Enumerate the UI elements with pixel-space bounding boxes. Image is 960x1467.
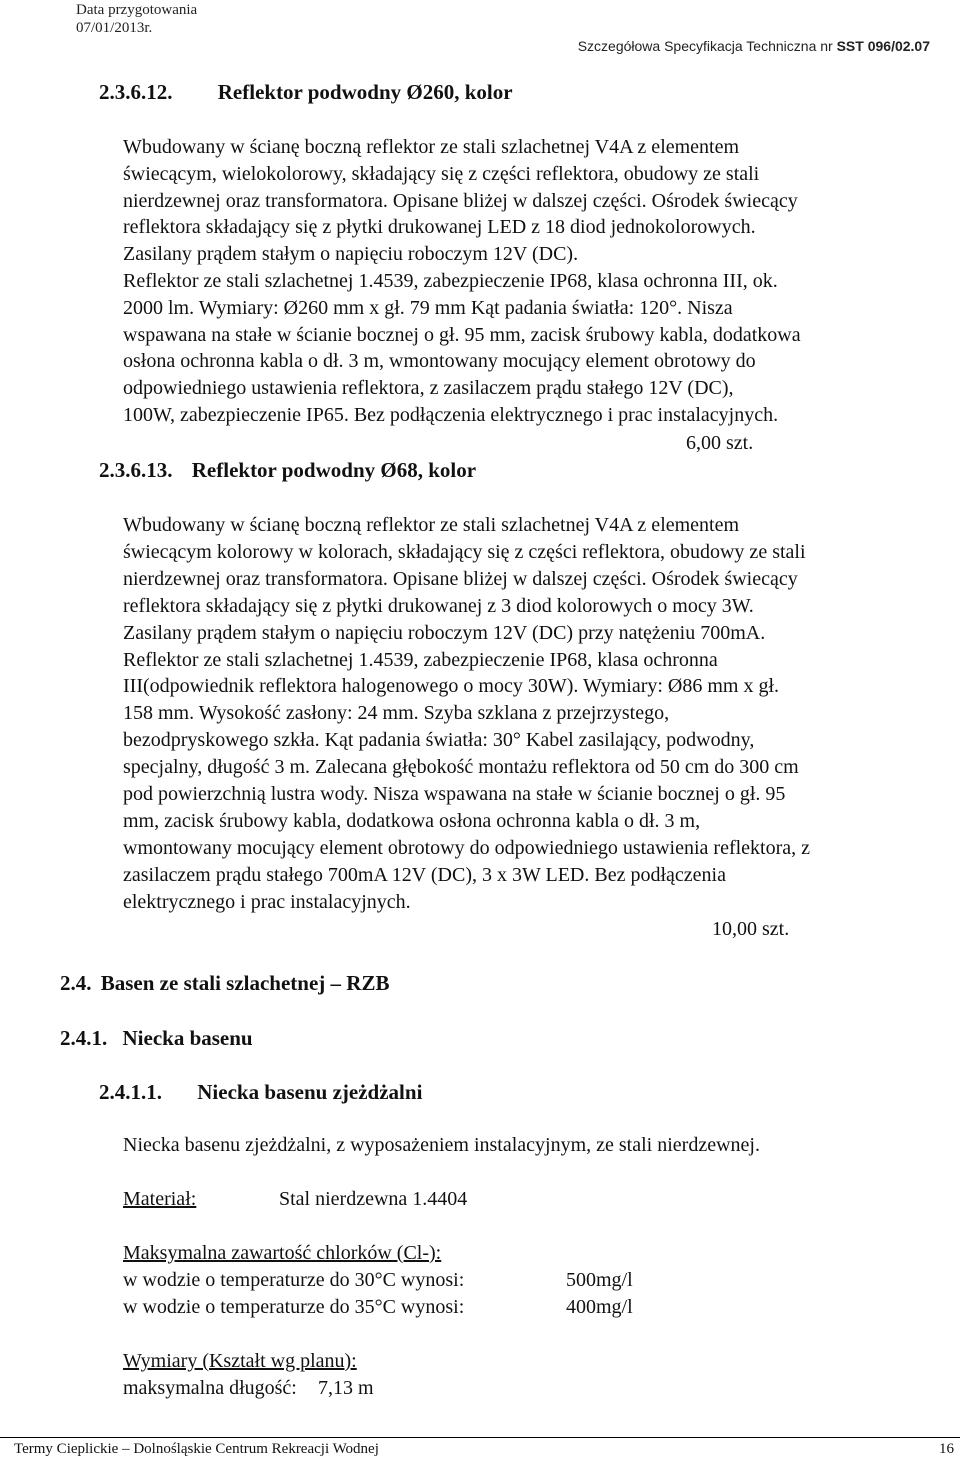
material-value: Stal nierdzewna 1.4404: [279, 1188, 468, 1210]
body-line: osłona ochronna kabla o dł. 3 m, wmontowany mocujący element obrotowy do: [123, 350, 756, 373]
body-line: reflektora składający się z płytki drukowanej z 3 diod kolorowych o mocy 3W.: [123, 594, 754, 617]
quantity-2-3-6-13: 10,00 szt.: [712, 918, 790, 940]
max-length-value: 7,13 m: [318, 1377, 374, 1399]
chlorides-label: [123, 1242, 441, 1265]
chlorides-row1-label: w wodzie o temperaturze do 30°C wynosi:: [123, 1269, 465, 1291]
section-body-2-3-6-13: [123, 512, 810, 916]
body-line: Zasilany prądem stałym o napięciu roboczym 12V (DC).: [123, 243, 579, 266]
section-number: 2.3.6.13.: [99, 458, 173, 482]
section-number: 2.3.6.12.: [99, 80, 173, 104]
section-title: Reflektor podwodny Ø68, kolor: [191, 458, 477, 482]
section-heading-2-4-1-1: [99, 1080, 422, 1105]
header-spec-number: [578, 38, 930, 54]
section-number: 2.4.1.1.: [99, 1080, 162, 1104]
section-title: Niecka basenu: [122, 1026, 253, 1050]
chlorides-row1-value: 500mg/l: [566, 1269, 633, 1291]
section-body-2-3-6-12: [123, 134, 801, 429]
body-line: III(odpowiednik reflektora halogenowego o mocy 30W). Wymiary: Ø86 mm x gł.: [123, 675, 780, 698]
body-line: specjalny, długość 3 m. Zalecana głębokość montażu reflektora od 50 cm do 300 cm: [123, 756, 799, 779]
material-label: [123, 1188, 196, 1211]
intro-text: Niecka basenu zjeżdżalni, z wyposażeniem instalacyjnym, ze stali nierdzewnej.: [123, 1134, 760, 1156]
header-spec-prefix: Szczegółowa Specyfikacja Techniczna nr: [577, 38, 837, 54]
section-title: Niecka basenu zjeżdżalni: [197, 1080, 423, 1104]
chlorides-label-text: Maksymalna zawartość chlorków (Cl-):: [123, 1242, 442, 1264]
body-line: odpowiedniego ustawienia reflektora, z zasilaczem prądu stałego 12V (DC),: [123, 377, 734, 400]
body-line: świecącym kolorowy w kolorach, składający się z części reflektora, obudowy ze stali: [123, 540, 806, 563]
material-label-text: Materiał:: [123, 1188, 197, 1210]
section-number: 2.4.1.: [60, 1026, 108, 1050]
section-title: Basen ze stali szlachetnej – RZB: [100, 971, 390, 995]
dimensions-label: [123, 1350, 357, 1373]
header-spec-code: SST 096/02.07: [836, 38, 930, 54]
chlorides-row2-value: 400mg/l: [566, 1296, 633, 1318]
body-line: mm, zacisk śrubowy kabla, dodatkowa osłona ochronna kabla o dł. 3 m,: [123, 809, 701, 832]
body-line: 100W, zabezpieczenie IP65. Bez podłączenia elektrycznego i prac instalacyjnych.: [123, 403, 779, 426]
section-heading-2-4: [60, 971, 389, 996]
body-line: Reflektor ze stali szlachetnej 1.4539, zabezpieczenie IP68, klasa ochronna: [123, 648, 718, 671]
max-length-label: maksymalna długość:: [123, 1377, 297, 1399]
body-line: bezodpryskowego szkła. Kąt padania światła: 30° Kabel zasilający, podwodny,: [123, 729, 755, 752]
body-line: Wbudowany w ścianę boczną reflektor ze stali szlachetnej V4A z elementem: [123, 514, 740, 536]
dimensions-label-text: Wymiary (Kształt wg planu):: [123, 1350, 357, 1372]
footer-divider: [0, 1437, 960, 1438]
body-line: elektrycznego i prac instalacyjnych.: [123, 890, 411, 913]
section-heading-2-4-1: [60, 1026, 253, 1051]
section-title: Reflektor podwodny Ø260, kolor: [217, 80, 513, 104]
body-line: wmontowany mocujący element obrotowy do odpowiedniego ustawienia reflektora, z: [123, 836, 811, 859]
header-prep-date: 07/01/2013r.: [76, 20, 153, 36]
body-line: reflektora składający się z płytki drukowanej LED z 18 diod jednokolorowych.: [123, 216, 756, 239]
body-line: pod powierzchnią lustra wody. Nisza wspawana na stałe w ścianie bocznej o gł. 95: [123, 783, 786, 806]
footer-title: Termy Cieplickie – Dolnośląskie Centrum Rekreacji Wodnej: [14, 1441, 379, 1457]
body-line: wspawana na stałe w ścianie bocznej o gł. 95 mm, zacisk śrubowy kabla, dodatkowa: [123, 323, 801, 346]
header-prep-date-label: Data przygotowania: [76, 2, 198, 18]
body-line: Reflektor ze stali szlachetnej 1.4539, zabezpieczenie IP68, klasa ochronna III, ok.: [123, 269, 778, 292]
body-line: nierdzewnej oraz transformatora. Opisane bliżej w dalszej części. Ośrodek świecący: [123, 567, 798, 590]
body-line: świecącym, wielokolorowy, składający się z części reflektora, obudowy ze stali: [123, 162, 760, 185]
section-number: 2.4.: [60, 971, 92, 995]
body-line: zasilaczem prądu stałego 700mA 12V (DC), 3 x 3W LED. Bez podłączenia: [123, 863, 726, 886]
chlorides-row2-label: w wodzie o temperaturze do 35°C wynosi:: [123, 1296, 465, 1318]
body-line: nierdzewnej oraz transformatora. Opisane bliżej w dalszej części. Ośrodek świecący: [123, 189, 798, 212]
section-heading-2-3-6-13: [99, 458, 476, 483]
body-line: 158 mm. Wysokość zasłony: 24 mm. Szyba szklana z przejrzystego,: [123, 702, 670, 725]
section-heading-2-3-6-12: [99, 80, 513, 105]
page-number: 16: [939, 1441, 954, 1457]
body-line: 2000 lm. Wymiary: Ø260 mm x gł. 79 mm Kąt padania światła: 120°. Nisza: [123, 296, 733, 319]
body-line: Wbudowany w ścianę boczną reflektor ze stali szlachetnej V4A z elementem: [123, 136, 740, 158]
body-line: Zasilany prądem stałym o napięciu roboczym 12V (DC) przy natężeniu 700mA.: [123, 621, 766, 644]
quantity-2-3-6-12: 6,00 szt.: [686, 432, 754, 454]
